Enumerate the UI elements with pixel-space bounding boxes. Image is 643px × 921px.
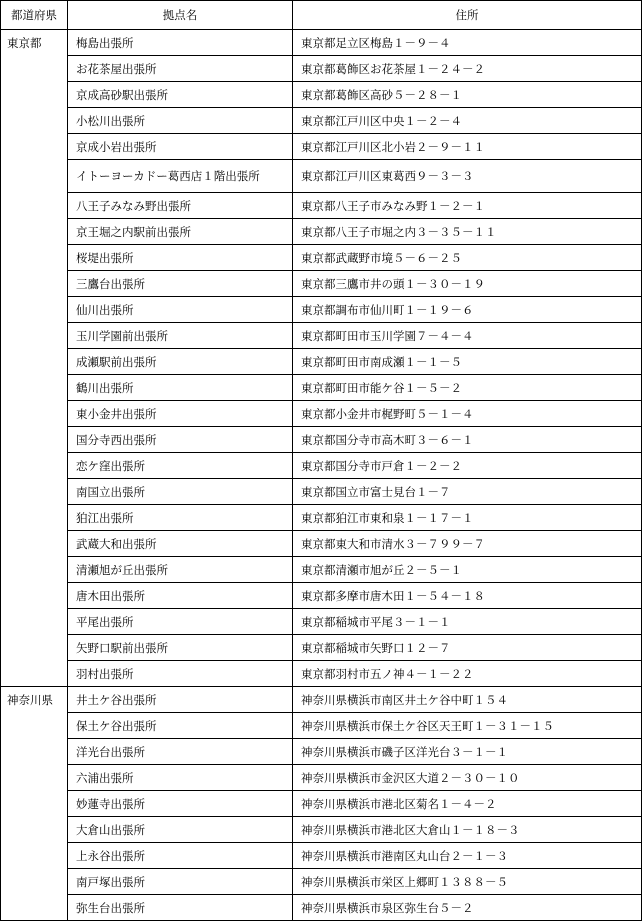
branch-name-cell: 南国立出張所: [68, 479, 293, 505]
table-row: [1, 82, 642, 108]
address-cell: 東京都江戸川区東葛西９－３－３: [293, 160, 642, 193]
address-cell: 神奈川県横浜市港北区大倉山１－１８－３: [293, 817, 642, 843]
table-row: [1, 401, 642, 427]
address-cell: 神奈川県横浜市泉区弥生台５－２: [293, 895, 642, 921]
table-row: [1, 453, 642, 479]
branch-name-cell: 八王子みなみ野出張所: [68, 193, 293, 219]
address-cell: 東京都町田市玉川学園７－４－４: [293, 323, 642, 349]
address-cell: 東京都武蔵野市境５－６－２５: [293, 245, 642, 271]
header-address: 住所: [293, 1, 642, 30]
address-cell: 神奈川県横浜市栄区上郷町１３８８－５: [293, 869, 642, 895]
table-row: [1, 791, 642, 817]
address-cell: 神奈川県横浜市金沢区大道２－３０－１０: [293, 765, 642, 791]
table-row: [1, 297, 642, 323]
table-row: [1, 219, 642, 245]
branch-name-cell: 妙蓮寺出張所: [68, 791, 293, 817]
address-cell: 神奈川県横浜市磯子区洋光台３－１－１: [293, 739, 642, 765]
branch-name-cell: 唐木田出張所: [68, 583, 293, 609]
branch-name-cell: 仙川出張所: [68, 297, 293, 323]
address-cell: 東京都調布市仙川町１－１９－６: [293, 297, 642, 323]
table-row: [1, 245, 642, 271]
table-row: [1, 349, 642, 375]
branch-name-cell: 恋ケ窪出張所: [68, 453, 293, 479]
table-row: [1, 108, 642, 134]
table-row: [1, 160, 642, 193]
address-cell: 東京都狛江市東和泉１－１７－１: [293, 505, 642, 531]
address-cell: 東京都小金井市梶野町５－１－４: [293, 401, 642, 427]
address-cell: 東京都葛飾区高砂５－２８－１: [293, 82, 642, 108]
address-cell: 神奈川県横浜市港北区菊名１－４－２: [293, 791, 642, 817]
address-cell: 神奈川県横浜市南区井土ケ谷中町１５４: [293, 687, 642, 713]
branch-name-cell: イトーヨーカドー葛西店１階出張所: [68, 160, 293, 193]
branch-name-cell: 羽村出張所: [68, 661, 293, 687]
table-row: [1, 739, 642, 765]
branch-name-cell: 玉川学園前出張所: [68, 323, 293, 349]
table-row: [1, 661, 642, 687]
branch-name-cell: 保土ケ谷出張所: [68, 713, 293, 739]
branch-name-cell: 矢野口駅前出張所: [68, 635, 293, 661]
table-row: [1, 557, 642, 583]
table-row: [1, 479, 642, 505]
branch-name-cell: 南戸塚出張所: [68, 869, 293, 895]
branch-name-cell: 上永谷出張所: [68, 843, 293, 869]
table-row: [1, 817, 642, 843]
prefecture-cell: 東京都: [1, 30, 68, 687]
address-cell: 神奈川県横浜市港南区丸山台２－１－３: [293, 843, 642, 869]
table-row: [1, 375, 642, 401]
branch-name-cell: 清瀬旭が丘出張所: [68, 557, 293, 583]
table-row: [1, 843, 642, 869]
table-row: [1, 531, 642, 557]
header-prefecture: 都道府県: [1, 1, 68, 30]
table-row: [1, 505, 642, 531]
table-row: [1, 635, 642, 661]
branch-name-cell: 平尾出張所: [68, 609, 293, 635]
address-cell: 東京都国分寺市戸倉１－２－２: [293, 453, 642, 479]
header-branch-name: 拠点名: [68, 1, 293, 30]
header-row: [1, 1, 642, 30]
branch-name-cell: 大倉山出張所: [68, 817, 293, 843]
table-row: [1, 895, 642, 921]
table-row: [1, 427, 642, 453]
table-row: [1, 765, 642, 791]
branch-name-cell: 国分寺西出張所: [68, 427, 293, 453]
table-row: [1, 193, 642, 219]
address-cell: 東京都江戸川区中央１－２－４: [293, 108, 642, 134]
branch-name-cell: 弥生台出張所: [68, 895, 293, 921]
address-cell: 東京都稲城市平尾３－１－１: [293, 609, 642, 635]
table-row: [1, 609, 642, 635]
address-cell: 東京都葛飾区お花茶屋１－２４－２: [293, 56, 642, 82]
branch-name-cell: お花茶屋出張所: [68, 56, 293, 82]
table-row: [1, 323, 642, 349]
address-cell: 東京都東大和市清水３－７９９－７: [293, 531, 642, 557]
table-row: [1, 271, 642, 297]
prefecture-cell: 神奈川県: [1, 687, 68, 921]
table-body: [1, 30, 642, 921]
table-row: [1, 56, 642, 82]
branch-name-cell: 成瀬駅前出張所: [68, 349, 293, 375]
branch-name-cell: 京成小岩出張所: [68, 134, 293, 160]
branch-name-cell: 武蔵大和出張所: [68, 531, 293, 557]
branch-name-cell: 鶴川出張所: [68, 375, 293, 401]
address-cell: 東京都羽村市五ノ神４－１－２２: [293, 661, 642, 687]
branch-name-cell: 桜堤出張所: [68, 245, 293, 271]
branch-name-cell: 洋光台出張所: [68, 739, 293, 765]
branch-name-cell: 京王堀之内駅前出張所: [68, 219, 293, 245]
branch-name-cell: 狛江出張所: [68, 505, 293, 531]
branch-name-cell: 三鷹台出張所: [68, 271, 293, 297]
branch-name-cell: 井土ケ谷出張所: [68, 687, 293, 713]
address-cell: 東京都八王子市みなみ野１－２－１: [293, 193, 642, 219]
address-cell: 東京都三鷹市井の頭１－３０－１９: [293, 271, 642, 297]
address-cell: 東京都江戸川区北小岩２－９－１１: [293, 134, 642, 160]
table-row: [1, 687, 642, 713]
address-cell: 東京都国分寺市高木町３－６－１: [293, 427, 642, 453]
branch-name-cell: 六浦出張所: [68, 765, 293, 791]
address-cell: 東京都清瀬市旭が丘２－５－１: [293, 557, 642, 583]
table-row: [1, 583, 642, 609]
table-row: [1, 30, 642, 56]
address-cell: 東京都町田市南成瀬１－１－５: [293, 349, 642, 375]
address-cell: 東京都足立区梅島１－９－４: [293, 30, 642, 56]
table-header: [1, 1, 642, 30]
table-row: [1, 713, 642, 739]
branch-name-cell: 梅島出張所: [68, 30, 293, 56]
address-cell: 東京都国立市富士見台１－７: [293, 479, 642, 505]
table-row: [1, 869, 642, 895]
branch-name-cell: 東小金井出張所: [68, 401, 293, 427]
address-cell: 東京都八王子市堀之内３－３５－１１: [293, 219, 642, 245]
branch-name-cell: 小松川出張所: [68, 108, 293, 134]
address-cell: 東京都町田市能ケ谷１－５－２: [293, 375, 642, 401]
address-cell: 東京都稲城市矢野口１２－７: [293, 635, 642, 661]
address-cell: 神奈川県横浜市保土ケ谷区天王町１－３１－１５: [293, 713, 642, 739]
branch-name-cell: 京成高砂駅出張所: [68, 82, 293, 108]
table-row: [1, 134, 642, 160]
address-cell: 東京都多摩市唐木田１－５４－１８: [293, 583, 642, 609]
